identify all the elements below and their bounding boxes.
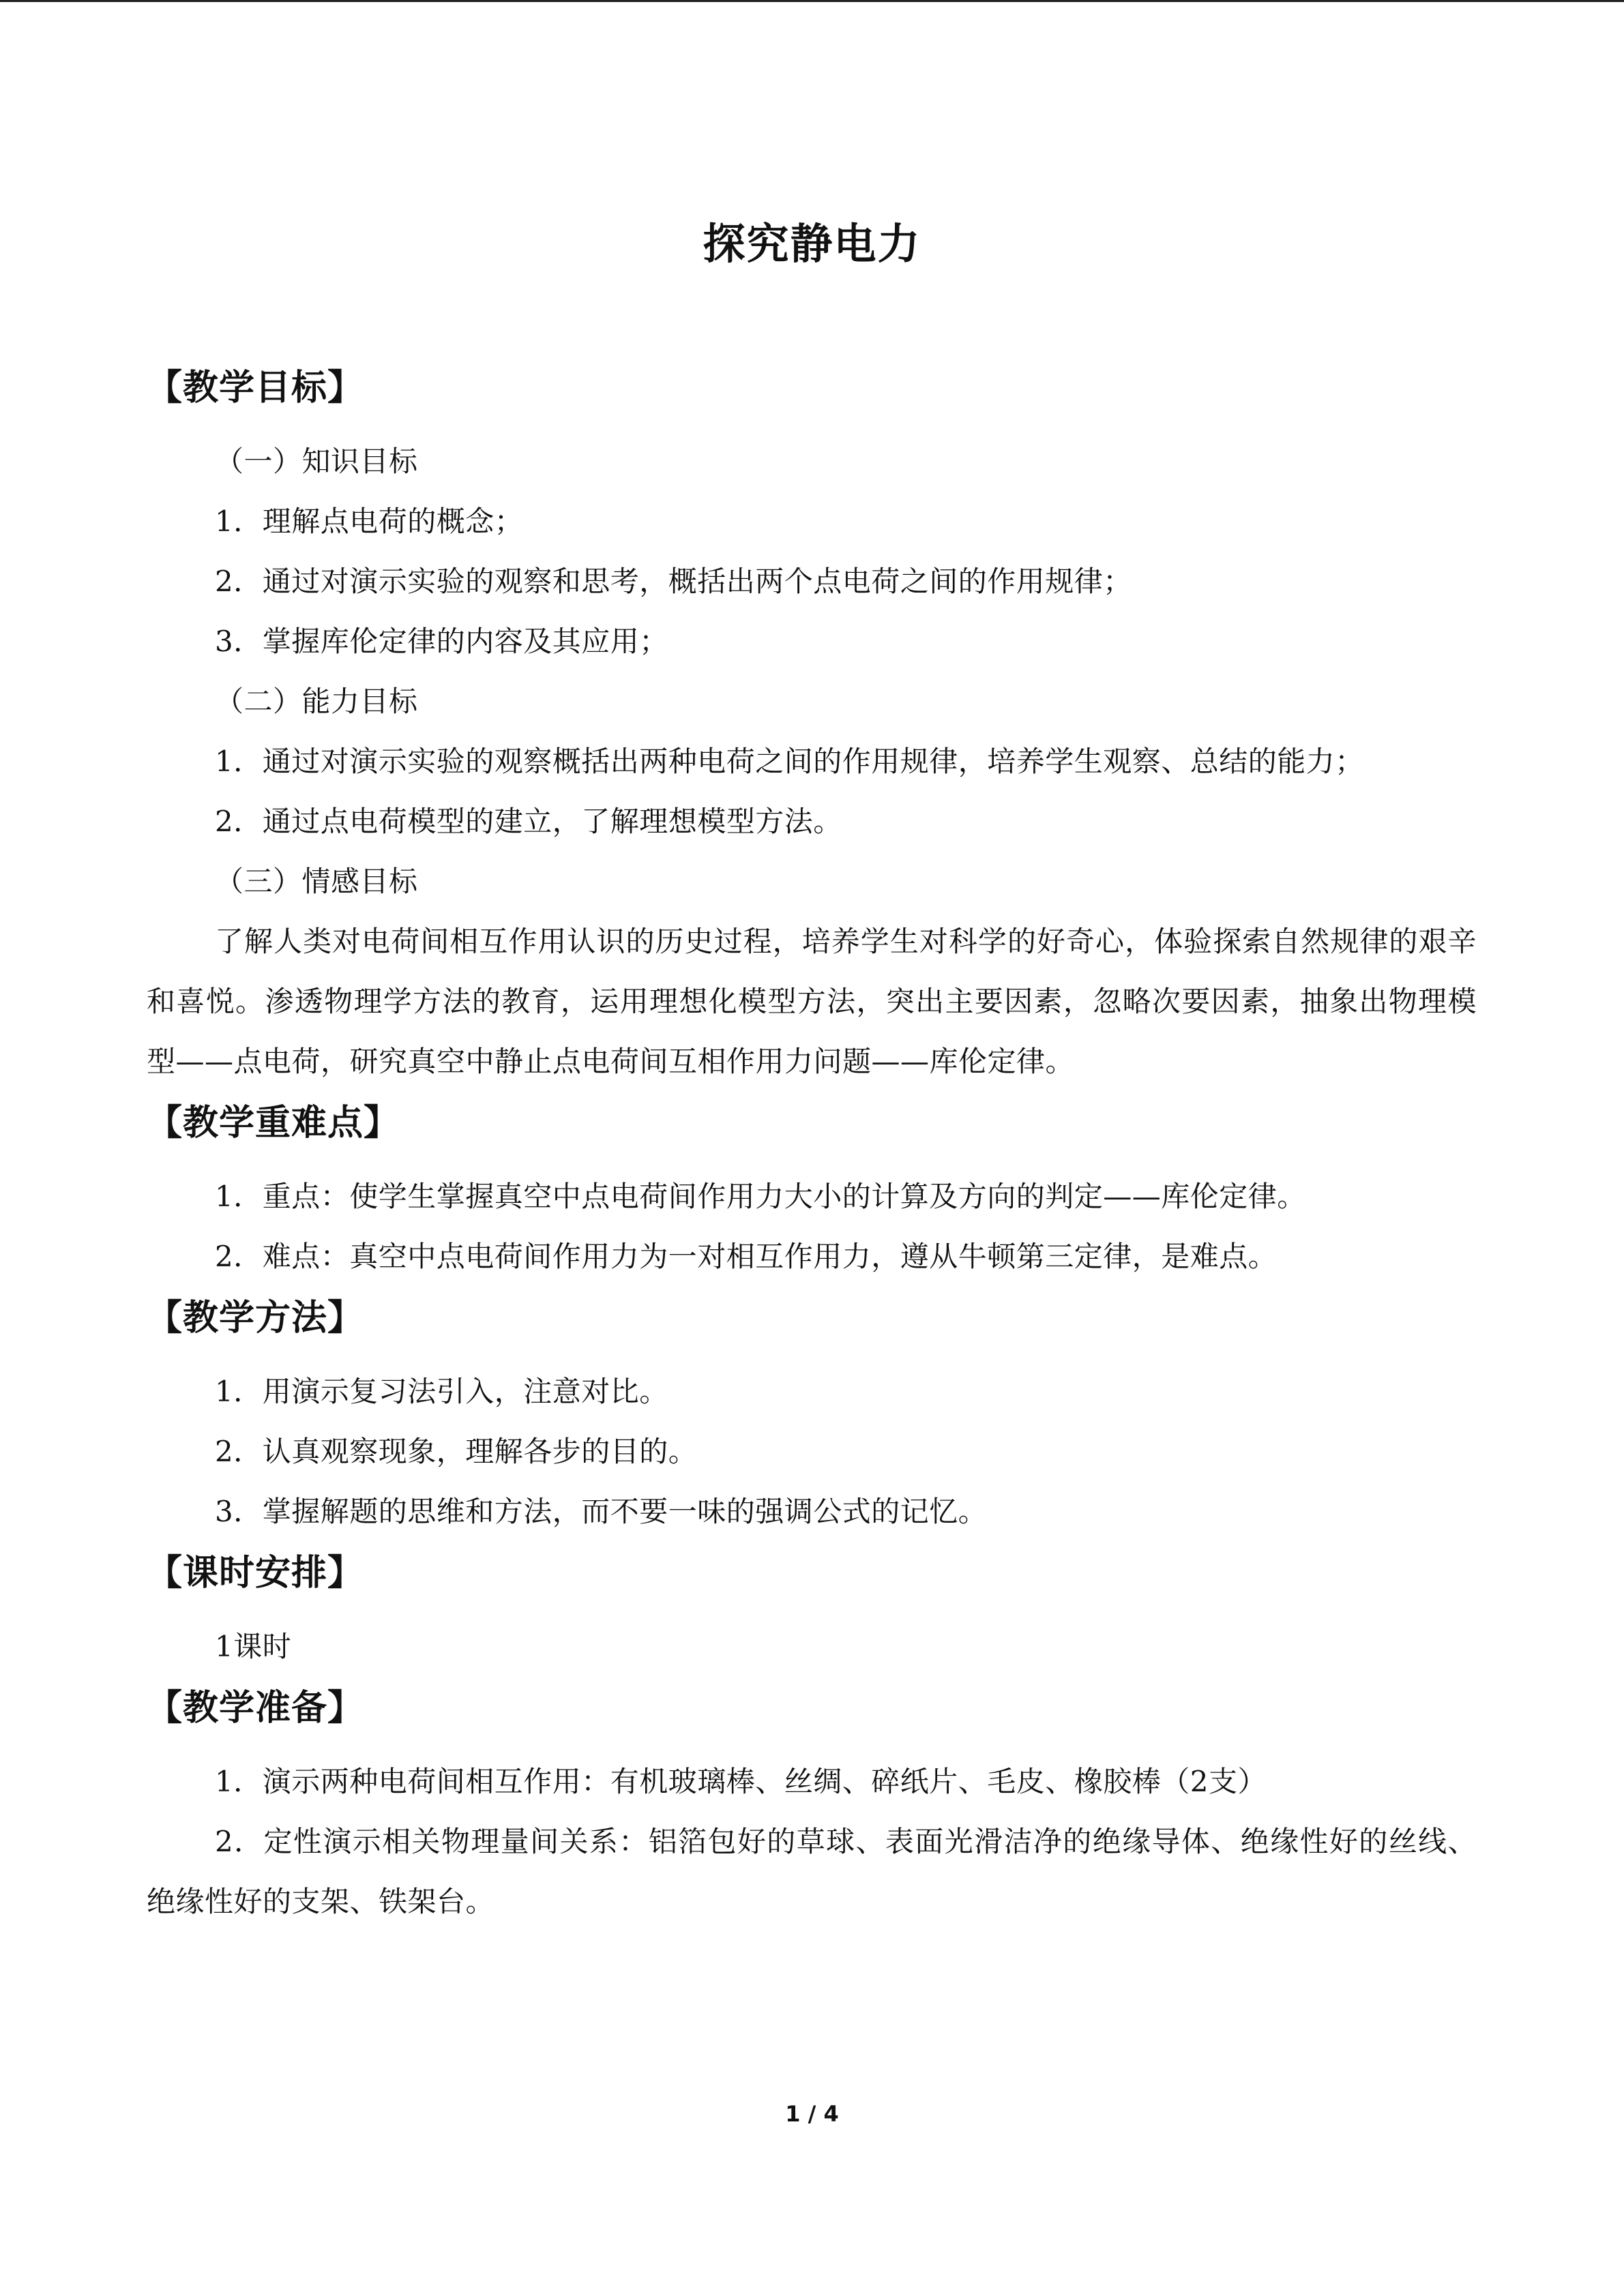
list-item: 2．通过对演示实验的观察和思考，概括出两个点电荷之间的作用规律； [215, 565, 1132, 598]
section-heading: 【教学方法】 [147, 1298, 364, 1339]
page-title: 探究静电力 [703, 219, 921, 269]
section-key-difficulties [147, 1092, 1477, 1287]
list-item: 1课时 [215, 1630, 292, 1663]
subheading: （一）知识目标 [215, 445, 418, 478]
section-class-schedule [147, 1542, 1477, 1677]
section-heading: 【教学准备】 [147, 1688, 364, 1729]
paragraph: 了解人类对电荷间相互作用认识的历史过程，培养学生对科学的好奇心，体验探索自然规律的艰辛和喜悦。渗透物理学方法的教育，运用理想化模型方法，突出主要因素，忽略次要因素，抽象出物理模型——点电荷，研究真空中静止点电荷间互相作用力问题——库伦定律。 [147, 925, 1477, 1078]
subheading: （二）能力目标 [215, 685, 418, 718]
document-body [147, 357, 1477, 1932]
list-item: 1．重点：使学生掌握真空中点电荷间作用力大小的计算及方向的判定——库伦定律。 [215, 1180, 1306, 1213]
list-item: 1．通过对演示实验的观察概括出两种电荷之间的作用规律，培养学生观察、总结的能力； [215, 745, 1364, 778]
list-item: 3．掌握库伦定律的内容及其应用； [215, 625, 668, 658]
list-item: 2．认真观察现象，理解各步的目的。 [215, 1435, 698, 1468]
list-item: 2．通过点电荷模型的建立，了解理想模型方法。 [215, 805, 842, 838]
list-item: 2．定性演示相关物理量间关系：铝箔包好的草球、表面光滑洁净的绝缘导体、绝缘性好的丝线、绝缘性好的支架、铁架台。 [147, 1825, 1477, 1918]
section-heading: 【课时安排】 [147, 1553, 364, 1594]
section-teaching-methods [147, 1287, 1477, 1542]
list-item: 3．掌握解题的思维和方法，而不要一味的强调公式的记忆。 [215, 1495, 988, 1528]
list-item: 1．用演示复习法引入，注意对比。 [215, 1375, 668, 1408]
page-number: 1 / 4 [785, 2101, 839, 2127]
section-heading: 【教学重难点】 [147, 1103, 400, 1144]
list-item: 2．难点：真空中点电荷间作用力为一对相互作用力，遵从牛顿第三定律，是难点。 [215, 1240, 1278, 1273]
list-item: 1．演示两种电荷间相互作用：有机玻璃棒、丝绸、碎纸片、毛皮、橡胶棒（2支） [215, 1765, 1267, 1798]
section-teaching-objectives [147, 357, 1477, 1092]
section-teaching-preparation [147, 1677, 1477, 1932]
subheading: （三）情感目标 [215, 865, 418, 898]
section-heading: 【教学目标】 [147, 368, 364, 408]
list-item: 1．理解点电荷的概念； [215, 505, 524, 538]
